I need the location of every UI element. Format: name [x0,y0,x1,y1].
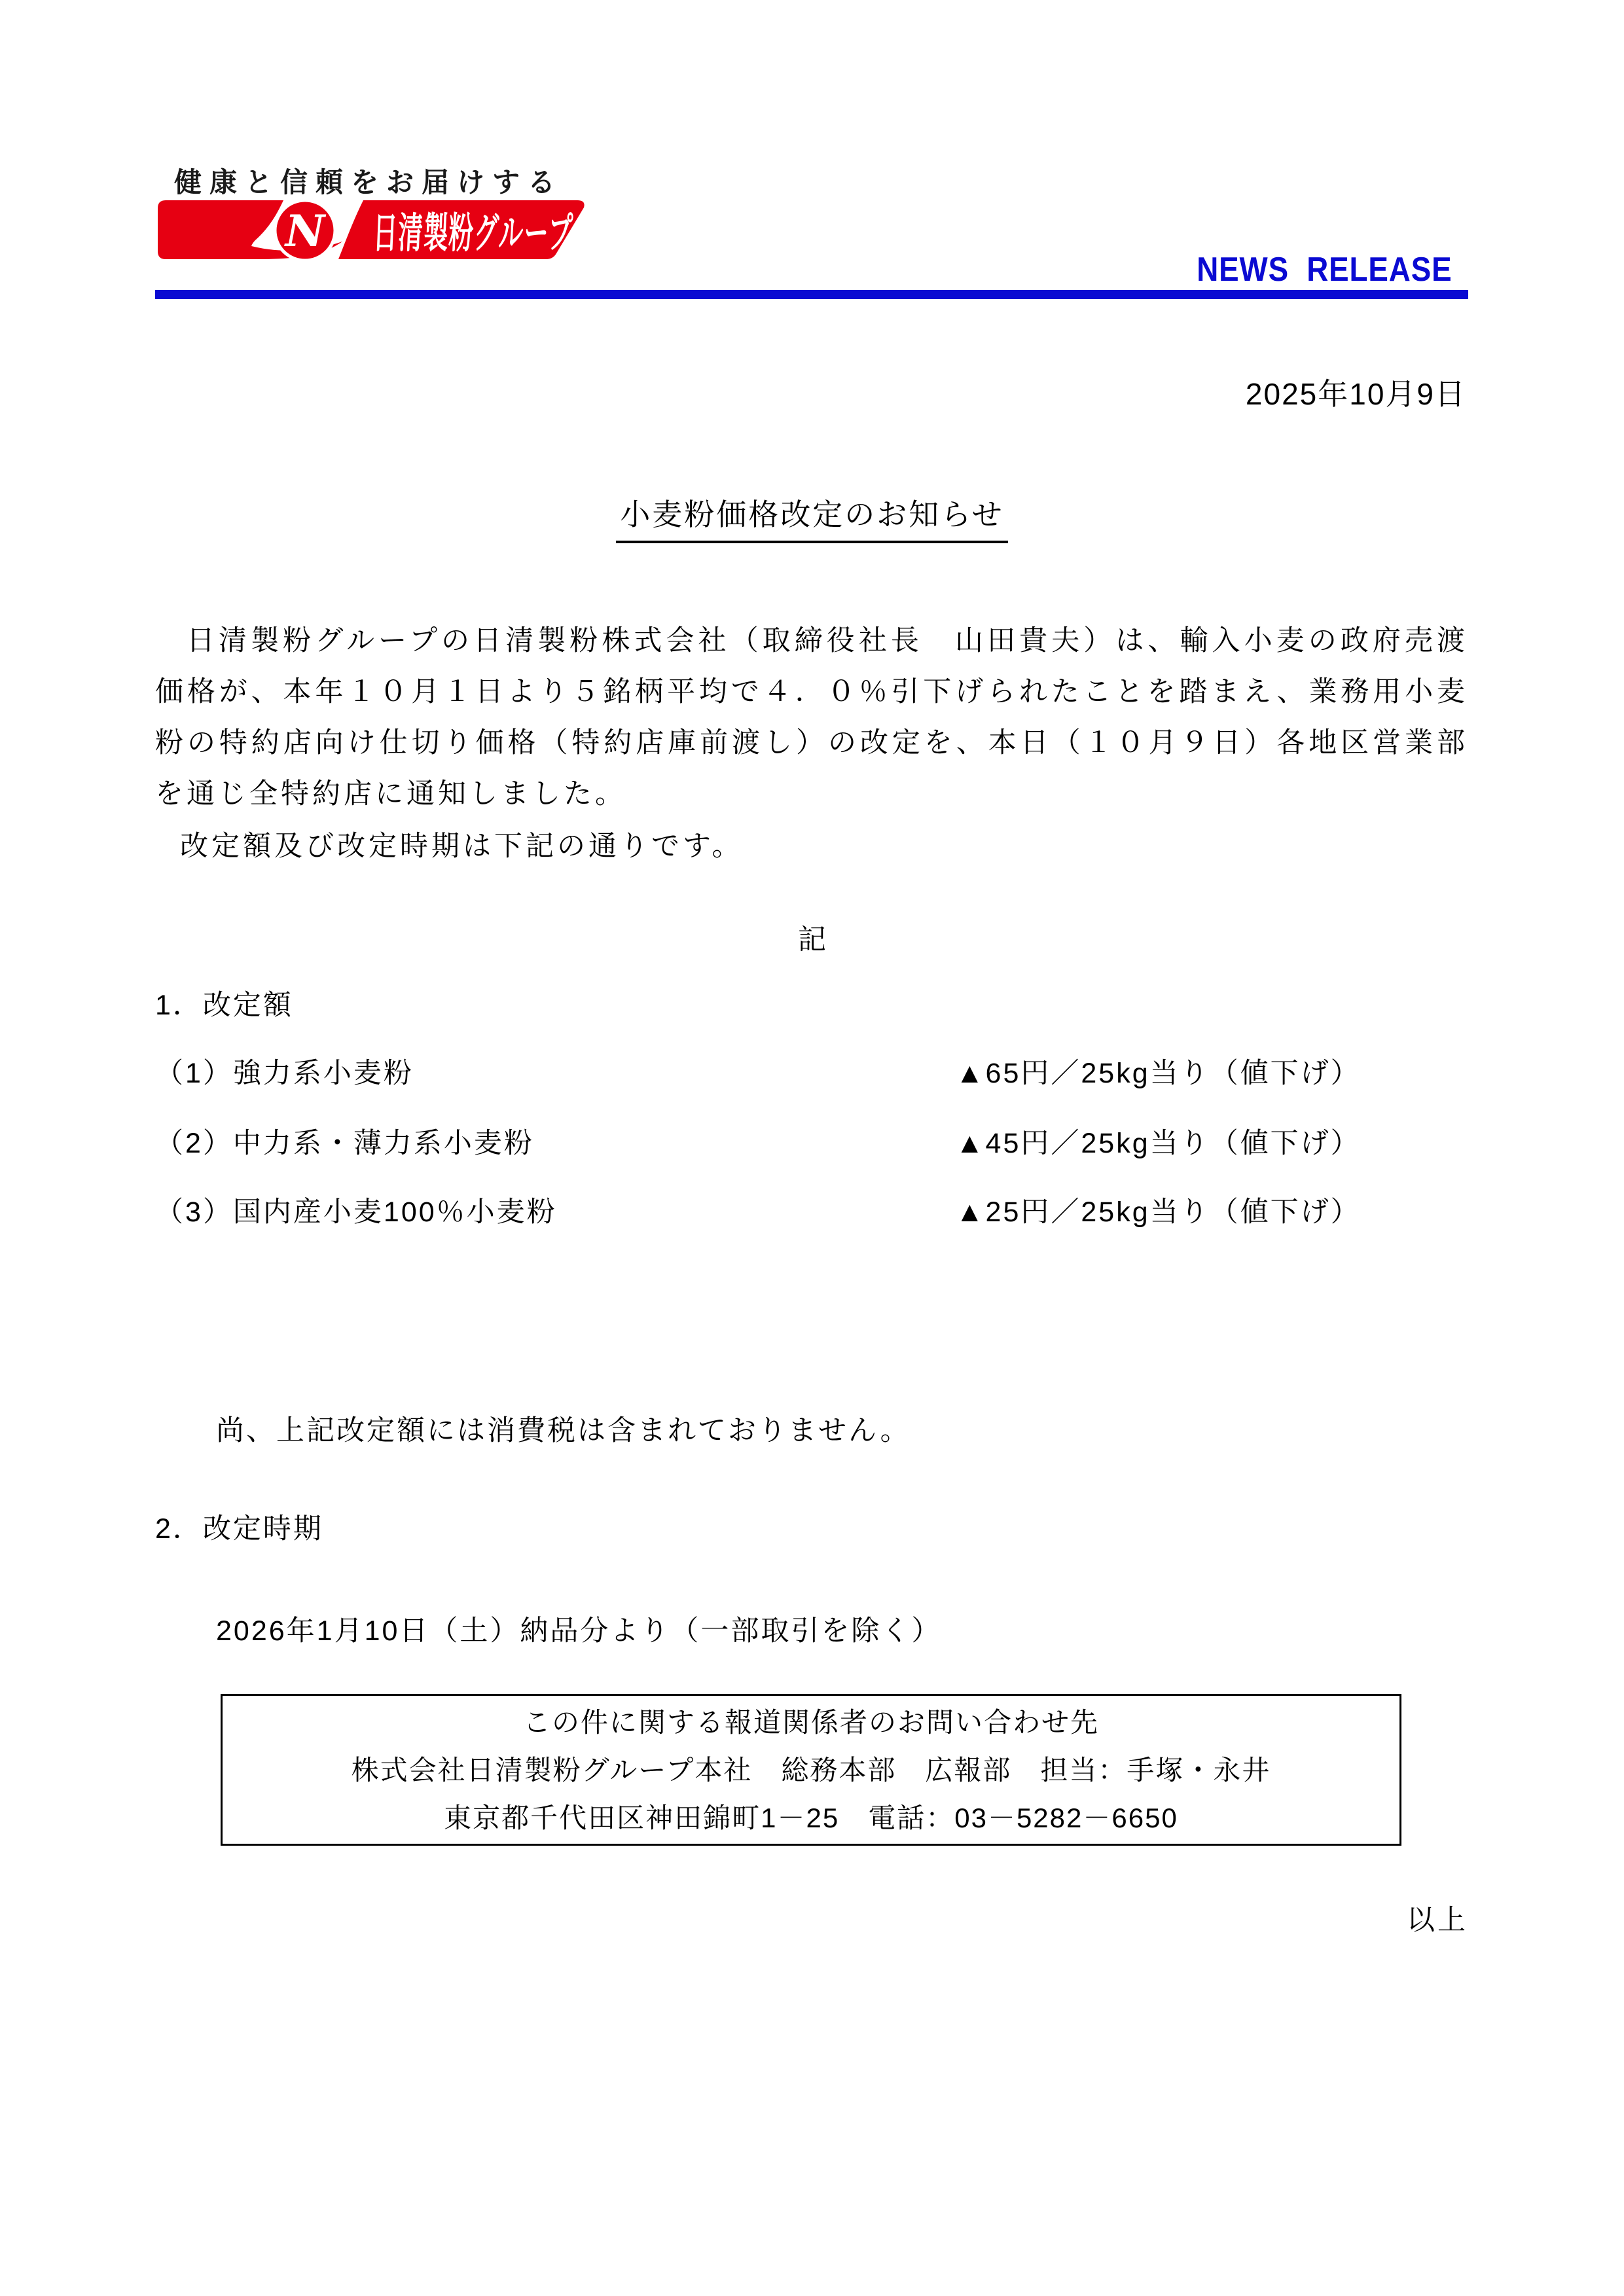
body-paragraph-2: 改定額及び改定時期は下記の通りです。 [180,831,744,862]
contact-box-department: 株式会社日清製粉グループ本社 総務本部 広報部 担当：手塚・永井 [351,1754,1271,1785]
contact-box-address-phone: 東京都千代田区神田錦町1－25 電話：03－5282－6650 [444,1802,1178,1833]
document-title-row [0,491,1624,543]
header-rule [155,290,1468,299]
price-row-2 [155,1121,1468,1161]
closing-marker: 以上 [1407,1905,1468,1936]
section1-heading: 1．改定額 [155,990,293,1021]
price-row-3 [155,1190,1468,1230]
record-marker: 記 [798,924,826,956]
price-row-1-label: （1）強力系小麦粉 [155,1058,414,1089]
nisshin-seifun-logo-icon [155,199,587,260]
section2-body: 2026年1月10日（土）納品分より（一部取引を除く） [216,1615,942,1647]
document-title: 小麦粉価格改定のお知らせ [616,491,1008,543]
price-row-3-label: （3）国内産小麦100％小麦粉 [155,1196,557,1228]
release-date: 2025年10月9日 [1245,377,1466,411]
section2-heading: 2．改定時期 [155,1513,323,1545]
price-row-2-label: （2）中力系・薄力系小麦粉 [155,1128,534,1159]
logo-wordmark: 日清製粉グループ [372,210,575,257]
price-row-1-value: ▲65円／25kg当り（値下げ） [956,1058,1361,1089]
press-contact-box [221,1694,1401,1846]
news-release-label: NEWS RELEASE [1196,251,1452,289]
logo-n-letter: N [285,206,325,257]
price-row-2-value: ▲45円／25kg当り（値下げ） [956,1128,1361,1159]
tax-note: 尚、上記改定額には消費税は含まれておりません。 [216,1415,911,1446]
price-row-1 [155,1051,1468,1091]
body-paragraph-1: 日清製粉グループの日清製粉株式会社（取締役社長 山田貴夫）は、輸入小麦の政府売渡価格が、本年１０月１日より５銘柄平均で４．０％引下げられたことを踏まえ、業務用小麦粉の特約店向け仕切り価格（特約店庫前渡し）の改定を、本日（１０月９日）各地区営業部を通じ全特約店に通知しました。 [155,625,1468,810]
price-row-3-value: ▲25円／25kg当り（値下げ） [956,1196,1361,1228]
logo-tagline: 健康と信頼をお届けする [174,166,564,198]
contact-box-title: この件に関する報道関係者のお問い合わせ先 [522,1706,1099,1738]
